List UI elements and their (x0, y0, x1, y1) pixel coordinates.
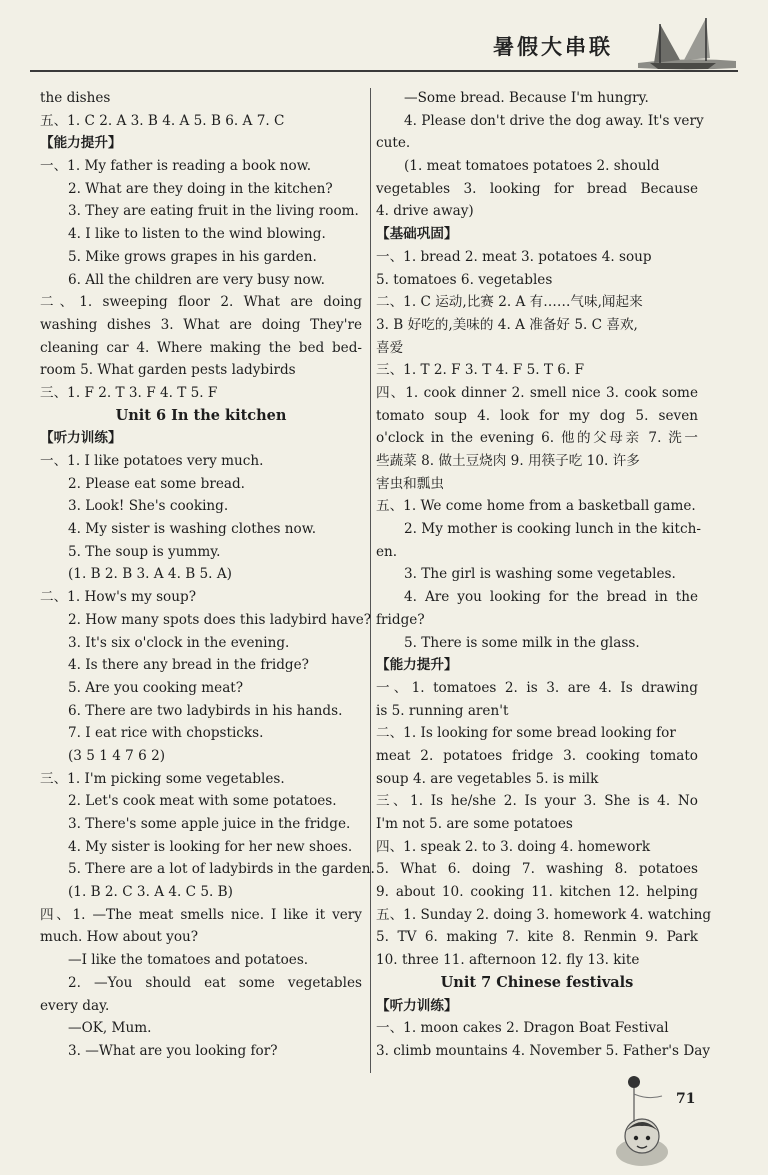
answer-line: 3. climb mountains 4. November 5. Father's Day (376, 1042, 710, 1059)
answer-line: 四、1. —The meat smells nice. I like it very (40, 906, 362, 923)
section-heading: 【听力训练】 (40, 430, 122, 447)
answer-line: cleaning car 4. Where making the bed bed- (40, 339, 362, 356)
answer-line: —Some bread. Because I'm hungry. (404, 90, 649, 106)
unit-heading: Unit 6 In the kitchen (115, 406, 287, 424)
answer-line: 5. There is some milk in the glass. (404, 634, 640, 651)
answer-line: 4. Is there any bread in the fridge? (68, 657, 309, 674)
answer-line: 9. about 10. cooking 11. kitchen 12. helping (376, 884, 698, 901)
answer-line: en. (376, 543, 398, 560)
answer-line: 5. There are a lot of ladybirds in the garden. (68, 861, 375, 878)
answer-line: 些蔬菜 8. 做土豆烧肉 9. 用筷子吃 10. 许多 (376, 453, 640, 469)
answer-line: 4. My sister is looking for her new shoes. (68, 838, 353, 855)
section-heading: 【基础巩固】 (376, 226, 458, 243)
answer-line: 4. I like to listen to the wind blowing. (68, 226, 326, 243)
answer-line: 三、1. I'm picking some vegetables. (40, 770, 285, 787)
answer-line: 4. drive away) (376, 203, 474, 220)
answer-line: 5. Are you cooking meat? (68, 679, 244, 696)
answer-line: 3. —What are you looking for? (68, 1042, 278, 1059)
answer-line: soup 4. are vegetables 5. is milk (376, 770, 599, 787)
answer-line: vegetables 3. looking for bread Because (376, 180, 698, 197)
answer-line: 一、1. I like potatoes very much. (40, 453, 264, 469)
answer-line: 2. Let's cook meat with some potatoes. (68, 793, 337, 810)
answer-line: 6. There are two ladybirds in his hands. (68, 702, 343, 719)
answer-line: washing dishes 3. What are doing They're (40, 316, 362, 333)
answer-line: 2. How many spots does this ladybird have? (68, 611, 372, 628)
answer-line: 5. What 6. doing 7. washing 8. potatoes (376, 861, 698, 878)
answer-line: much. How about you? (40, 929, 199, 946)
answer-line: 四、1. speak 2. to 3. doing 4. homework (376, 838, 651, 855)
answer-line: 5. TV 6. making 7. kite 8. Renmin 9. Park (376, 929, 698, 946)
answer-line: 三、1. Is he/she 2. Is your 3. She is 4. No (376, 793, 698, 810)
answer-line: 5. The soup is yummy. (68, 543, 221, 560)
answer-line: —I like the tomatoes and potatoes. (68, 952, 309, 969)
answer-line: 二、1. Is looking for some bread looking for (376, 725, 676, 742)
answer-line: 五、1. Sunday 2. doing 3. homework 4. watching (376, 906, 712, 923)
answer-line: 三、1. F 2. T 3. F 4. T 5. F (40, 384, 218, 401)
answer-line: —OK, Mum. (68, 1020, 152, 1037)
answer-line: 喜爱 (376, 339, 404, 356)
answer-line: 3. B 好吃的,美味的 4. A 准备好 5. C 喜欢, (376, 316, 638, 333)
answer-line: 一、1. bread 2. meat 3. potatoes 4. soup (376, 248, 652, 265)
answer-line: o'clock in the evening 6. 他的父母亲 7. 洗一 (376, 430, 698, 447)
answer-line: (3 5 1 4 7 6 2) (68, 747, 166, 764)
answer-line: 二、1. How's my soup? (40, 589, 196, 606)
answer-line: 2. Please eat some bread. (68, 475, 245, 492)
answer-line: room 5. What garden pests ladybirds (40, 362, 296, 379)
answer-line: 二、1. C 运动,比赛 2. A 有……气味,闻起来 (376, 294, 643, 311)
answer-line: 五、1. C 2. A 3. B 4. A 5. B 6. A 7. C (40, 112, 285, 129)
answer-line: the dishes (40, 90, 111, 106)
answer-line: 一、1. moon cakes 2. Dragon Boat Festival (376, 1020, 669, 1037)
answer-line: (1. B 2. B 3. A 4. B 5. A) (68, 566, 232, 583)
left-column (40, 87, 375, 1063)
answer-line: 4. Please don't drive the dog away. It's very (404, 112, 704, 129)
answer-line: is 5. running aren't (376, 702, 509, 719)
column-divider (370, 88, 371, 1073)
answer-line: 2. —You should eat some vegetables (68, 974, 362, 991)
answer-line: tomato soup 4. look for my dog 5. seven (376, 407, 698, 424)
section-heading: 【听力训练】 (376, 997, 458, 1014)
answer-line: 3. Look! She's cooking. (68, 498, 229, 515)
answer-line: 5. tomatoes 6. vegetables (376, 271, 553, 288)
answer-line: 一、1. tomatoes 2. is 3. are 4. Is drawing (376, 679, 698, 696)
answer-line: cute. (376, 135, 411, 152)
answer-line: (1. B 2. C 3. A 4. C 5. B) (68, 884, 233, 901)
answer-line: (1. meat tomatoes potatoes 2. should (404, 158, 660, 175)
section-heading: 【能力提升】 (40, 135, 122, 152)
section-heading: 【能力提升】 (376, 657, 458, 674)
answer-line: 二、1. sweeping floor 2. What are doing (40, 294, 362, 311)
page-number: 71 (676, 1091, 696, 1107)
answer-line: 3. They are eating fruit in the living room. (68, 203, 359, 220)
answer-line: I'm not 5. are some potatoes (376, 816, 573, 832)
answer-line: 4. My sister is washing clothes now. (68, 521, 317, 538)
answer-line: 10. three 11. afternoon 12. fly 13. kite (376, 952, 640, 969)
header-title: 暑假大串联 (493, 34, 613, 59)
page-header (0, 0, 768, 88)
answer-line: every day. (40, 997, 110, 1014)
answer-line: 害虫和瓢虫 (376, 475, 444, 492)
answer-line: 五、1. We come home from a basketball game. (376, 498, 696, 515)
answer-line: 3. There's some apple juice in the fridge. (68, 816, 351, 832)
answer-line: 4. Are you looking for the bread in the (404, 589, 698, 606)
answer-line: 6. All the children are very busy now. (68, 271, 325, 288)
answer-line: fridge? (376, 611, 425, 628)
answer-line: 2. My mother is cooking lunch in the kitch- (404, 521, 701, 538)
answer-line: 3. It's six o'clock in the evening. (68, 634, 290, 651)
answer-line: meat 2. potatoes fridge 3. cooking tomato (376, 747, 698, 764)
answer-line: 7. I eat rice with chopsticks. (68, 725, 264, 742)
answer-line: 3. The girl is washing some vegetables. (404, 566, 676, 583)
answer-line: 一、1. My father is reading a book now. (40, 158, 312, 175)
sailboat-illustration (632, 16, 742, 76)
answer-line: 三、1. T 2. F 3. T 4. F 5. T 6. F (376, 362, 585, 379)
unit-heading: Unit 7 Chinese festivals (440, 973, 634, 991)
answer-line: 5. Mike grows grapes in his garden. (68, 248, 317, 265)
right-column (376, 87, 712, 1063)
answer-line: 四、1. cook dinner 2. smell nice 3. cook some (376, 384, 698, 401)
answer-line: 2. What are they doing in the kitchen? (68, 180, 333, 197)
cartoon-child-icon (612, 1070, 712, 1170)
